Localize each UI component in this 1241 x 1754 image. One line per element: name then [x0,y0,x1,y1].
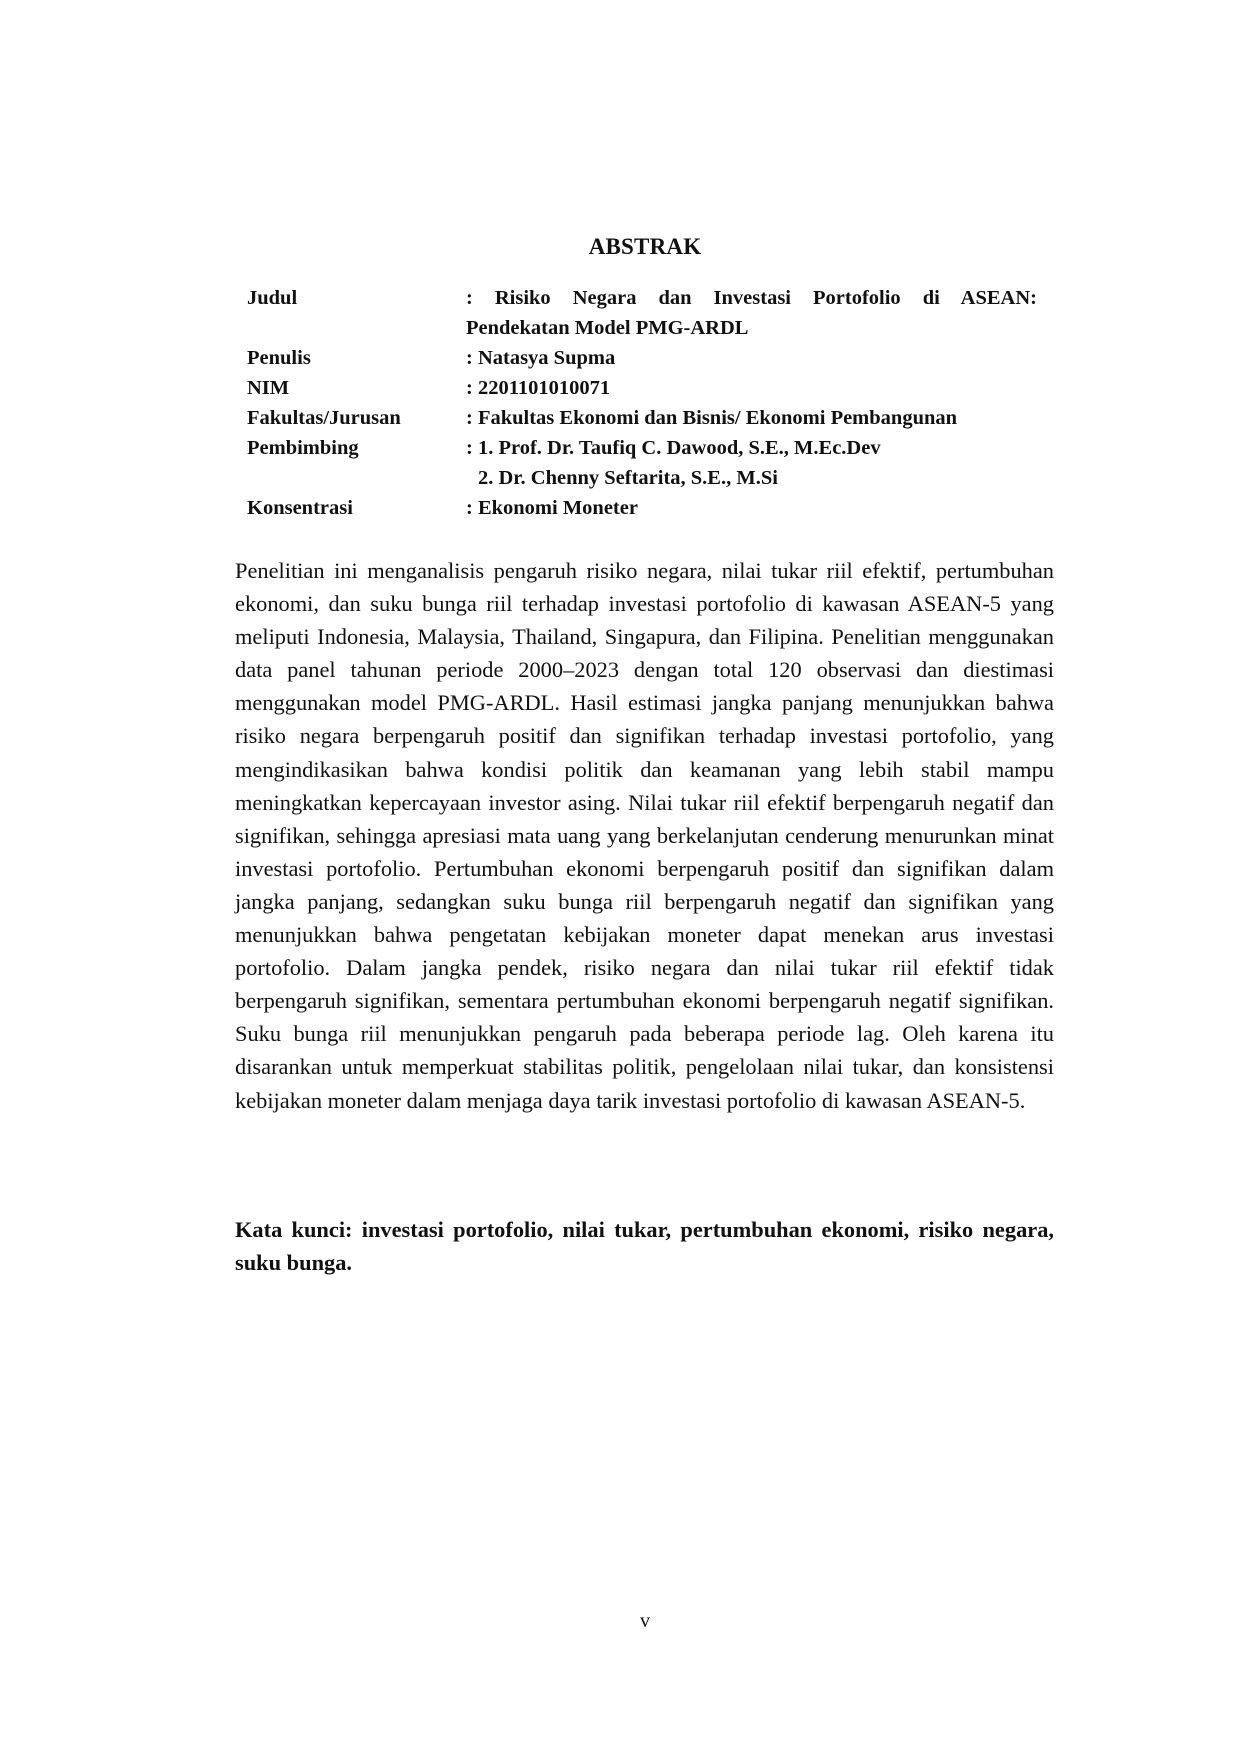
metadata-value-line: 2. Dr. Chenny Seftarita, S.E., M.Si [478,467,778,489]
metadata-value-line: : 2201101010071 [466,377,611,399]
metadata-value [466,373,1037,403]
metadata-label: Konsentrasi [247,497,353,519]
metadata-value [466,403,1037,433]
metadata-label: Judul [247,287,298,309]
metadata-value-line: : Fakultas Ekonomi dan Bisnis/ Ekonomi Pembangunan [466,407,958,429]
metadata-label: NIM [247,377,290,399]
metadata-value [466,343,1037,373]
metadata-value-line: Pendekatan Model PMG-ARDL [466,317,749,339]
metadata-label: Fakultas/Jurusan [247,407,401,429]
keywords: Kata kunci: investasi portofolio, nilai tukar, pertumbuhan ekonomi, risiko negara, suku bunga. [235,1217,1054,1275]
metadata-value [466,283,1037,343]
metadata-row-pembimbing [247,433,1037,493]
metadata-value [466,493,1037,523]
metadata-row-nim [247,373,1037,403]
metadata-value-line: : 1. Prof. Dr. Taufiq C. Dawood, S.E., M.Ec.Dev [466,437,881,459]
page-number: v [640,1610,650,1632]
metadata-value-line: : Risiko Negara dan Investasi Portofolio di ASEAN: [466,287,1037,309]
abstract-heading: ABSTRAK [588,234,702,259]
metadata-row-fakultas [247,403,1037,433]
metadata-value [466,433,1037,493]
metadata-value-line: : Natasya Supma [466,347,616,369]
metadata-row-konsentrasi [247,493,1037,523]
metadata-row-judul [247,283,1037,343]
metadata-label: Penulis [247,347,311,369]
metadata-row-penulis [247,343,1037,373]
metadata-label: Pembimbing [247,437,359,459]
metadata-value-line: : Ekonomi Moneter [466,497,638,519]
metadata-table [247,283,1037,523]
abstract-body: Penelitian ini menganalisis pengaruh risiko negara, nilai tukar riil efektif, pertumbuhan ekonomi, dan suku bunga riil terhadap investasi portofolio di kawasan ASEAN-5 yang meliputi Indonesia, Malaysia, Thailand, Singapura, dan Filipina. Penelitian menggunakan data panel tahunan periode 2000–2023 dengan total 120 observasi dan diestimasi menggunakan model PMG-ARDL. Hasil estimasi jangka panjang menunjukkan bahwa risiko negara berpengaruh positif dan signifikan terhadap investasi portofolio, yang mengindikasikan bahwa kondisi politik dan keamanan yang lebih stabil mampu meningkatkan kepercayaan investor asing. Nilai tukar riil efektif berpengaruh negatif dan signifikan, sehingga apresiasi mata uang yang berkelanjutan cenderung menurunkan minat investasi portofolio. Pertumbuhan ekonomi berpengaruh positif dan signifikan dalam jangka panjang, sedangkan suku bunga riil berpengaruh negatif dan signifikan yang menunjukkan bahwa pengetatan kebijakan moneter dapat menekan arus investasi portofolio. Dalam jangka pendek, risiko negara dan nilai tukar riil efektif tidak berpengaruh signifikan, sementara pertumbuhan ekonomi berpengaruh negatif signifikan. Suku bunga riil menunjukkan pengaruh pada beberapa periode lag. Oleh karena itu disarankan untuk memperkuat stabilitas politik, pengelolaan nilai tukar, dan konsistensi kebijakan moneter dalam menjaga daya tarik investasi portofolio di kawasan ASEAN-5. [235,558,1054,1113]
